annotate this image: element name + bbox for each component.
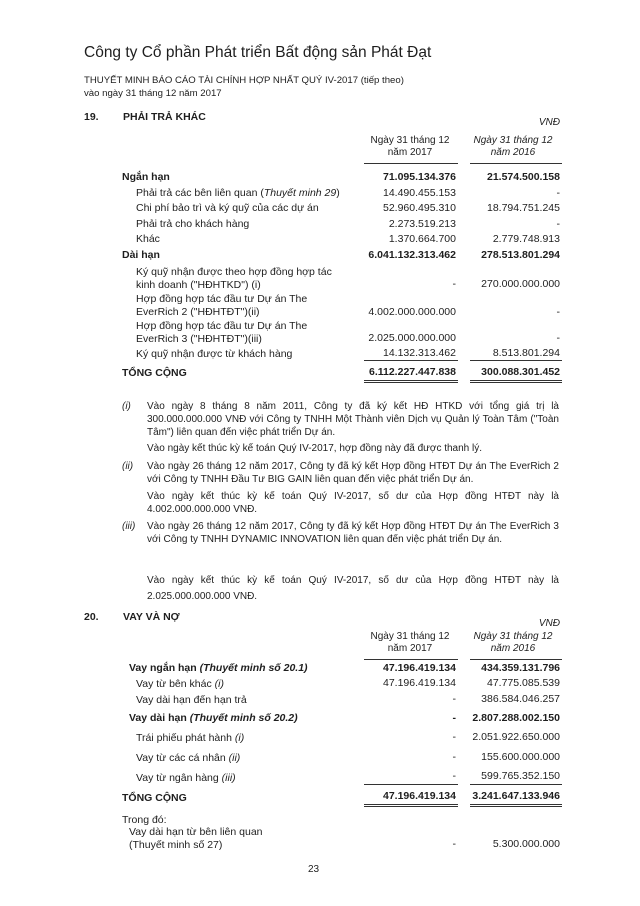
row-value-2016: 2.779.748.913 <box>492 233 560 245</box>
row-value-2016: 2.051.922.650.000 <box>472 731 560 743</box>
row-label: Chi phí bảo trì và ký quỹ của các dự án <box>136 202 319 214</box>
note-text: Vào ngày 26 tháng 12 năm 2017, Công ty đã ký kết Hợp đồng HTĐT Dự án The EverRich 3 với Công ty TNHH DYNAMIC INNOVATION liên quan đến việc phát triển Dự án. <box>147 521 559 545</box>
row-value-2017: - <box>452 770 456 782</box>
header-underline <box>470 659 562 660</box>
row-value-2016: 278.513.801.294 <box>481 249 560 261</box>
row-label: Dài hạn <box>122 249 160 261</box>
row-value-2017: 1.370.664.700 <box>388 233 456 245</box>
row-label: Ký quỹ nhận được từ khách hàng <box>136 348 293 360</box>
note-text: Vào ngày kết thúc kỳ kế toán Quý IV-2017, số dư của Hợp đồng HTĐT này là 2.025.000.000.000 VNĐ. <box>147 575 559 602</box>
row-value-2017: 2.025.000.000.000 <box>368 332 456 344</box>
total-value-2016: 3.241.647.133.946 <box>472 790 560 802</box>
row-value-2017: 6.041.132.313.462 <box>368 249 456 261</box>
row-value-2016: 47.775.085.539 <box>487 677 560 689</box>
total-double-line <box>470 804 562 807</box>
row-value-2017: 71.095.134.376 <box>383 171 456 183</box>
row-value-2016: - <box>556 306 560 318</box>
total-value-2017: 47.196.419.134 <box>383 790 456 802</box>
note-mark: (i) <box>122 401 131 412</box>
row-value-2016: 2.807.288.002.150 <box>472 712 560 724</box>
row-label: Vay dài hạn (Thuyết minh số 20.2) <box>129 712 298 724</box>
company-title: Công ty Cổ phần Phát triển Bất động sản Phát Đạt <box>84 44 432 61</box>
currency-label: VNĐ <box>538 618 560 629</box>
note-text: Vào ngày kết thúc kỳ kế toán Quý IV-2017, số dư của Hợp đồng HTĐT này là 4.002.000.000.000 VNĐ. <box>147 491 559 515</box>
of-which-label: Trong đó: <box>122 814 167 826</box>
column-header-2017: Ngày 31 tháng 12 năm 2017 <box>370 135 450 158</box>
total-label: TỔNG CỘNG <box>122 792 187 804</box>
related-party-label: Vay dài hạn từ bên liên quan (Thuyết minh số 27) <box>129 826 263 851</box>
row-value-2017: - <box>452 693 456 705</box>
note-text: Vào ngày 8 tháng 8 năm 2011, Công ty đã ký kết HĐ HTKD với tổng giá trị là 300.000.000.000 VNĐ với Công ty TNHH Một Thành viên Dịch vụ Quản lý Toàn Tâm ("Toàn Tâm") liên quan đến việc phát triển Dự án. <box>147 401 559 438</box>
page-number: 23 <box>308 864 320 875</box>
total-double-line <box>470 380 562 383</box>
section-20-number: 20. <box>84 611 99 623</box>
row-value-2016: - <box>556 332 560 344</box>
row-value-2017: 14.490.455.153 <box>383 187 456 199</box>
row-label: Vay ngắn hạn (Thuyết minh số 20.1) <box>129 662 308 674</box>
report-date: vào ngày 31 tháng 12 năm 2017 <box>84 88 222 99</box>
related-value-2017: - <box>452 838 456 850</box>
row-value-2017: 2.273.519.213 <box>388 218 456 230</box>
column-header-2016: Ngày 31 tháng 12 năm 2016 <box>473 135 553 158</box>
header-underline <box>364 659 458 660</box>
header-underline <box>364 163 458 164</box>
total-value-2017: 6.112.227.447.838 <box>368 366 456 378</box>
row-label: Ngắn hạn <box>122 171 170 183</box>
column-header-2016: Ngày 31 tháng 12 năm 2016 <box>473 631 553 654</box>
section-20-title: VAY VÀ NỢ <box>123 611 180 623</box>
row-label: Ký quỹ nhận được theo hợp đồng hợp tác kinh doanh ("HĐHTKD") (i) <box>136 266 332 291</box>
row-value-2017: 47.196.419.134 <box>383 677 456 689</box>
row-value-2017: - <box>452 731 456 743</box>
row-value-2016: 155.600.000.000 <box>481 751 560 763</box>
row-label: Phải trả các bên liên quan (Thuyết minh 29) <box>136 187 340 199</box>
row-value-2017: 4.002.000.000.000 <box>368 306 456 318</box>
header-underline <box>470 163 562 164</box>
row-label: Vay từ bên khác (i) <box>136 678 224 690</box>
column-header-2017: Ngày 31 tháng 12 năm 2017 <box>370 631 450 654</box>
row-value-2016: 8.513.801.294 <box>492 347 560 359</box>
currency-label: VNĐ <box>538 117 560 128</box>
total-label: TỔNG CỘNG <box>122 367 187 379</box>
subtotal-line <box>470 784 562 785</box>
row-value-2017: 14.132.313.462 <box>383 347 456 359</box>
row-value-2016: 21.574.500.158 <box>487 171 560 183</box>
section-19-title: PHẢI TRẢ KHÁC <box>123 111 206 123</box>
row-value-2016: - <box>556 187 560 199</box>
row-label: Trái phiếu phát hành (i) <box>136 732 245 744</box>
row-value-2016: - <box>556 218 560 230</box>
section-19-number: 19. <box>84 111 99 123</box>
row-label: Hợp đồng hợp tác đầu tư Dự án The EverRich 2 ("HĐHTĐT")(ii) <box>136 293 308 318</box>
row-value-2017: 47.196.419.134 <box>383 662 456 674</box>
note-text: Vào ngày kết thúc kỳ kế toán Quý IV-2017, hợp đồng này đã được thanh lý. <box>147 443 483 454</box>
row-value-2017: - <box>452 712 456 724</box>
row-value-2016: 434.359.131.796 <box>481 662 560 674</box>
row-value-2016: 270.000.000.000 <box>481 278 560 290</box>
subtotal-line <box>364 360 458 361</box>
row-value-2017: - <box>452 278 456 290</box>
note-mark: (iii) <box>122 521 136 532</box>
note-text: Vào ngày 26 tháng 12 năm 2017, Công ty đã ký kết Hợp đồng HTĐT Dự án The EverRich 2 với Công ty TNHH Đầu Tư BIG GAIN liên quan đến việc phát triển Dự án. <box>147 461 559 485</box>
row-value-2017: - <box>452 751 456 763</box>
row-label: Khác <box>136 233 160 245</box>
row-value-2017: 52.960.495.310 <box>383 202 456 214</box>
report-subtitle: THUYẾT MINH BÁO CÁO TÀI CHÍNH HỢP NHẤT QUÝ IV-2017 (tiếp theo) <box>84 75 404 86</box>
row-value-2016: 386.584.046.257 <box>481 693 560 705</box>
subtotal-line <box>364 784 458 785</box>
total-value-2016: 300.088.301.452 <box>481 366 560 378</box>
row-label: Phải trả cho khách hàng <box>136 218 250 230</box>
row-value-2016: 18.794.751.245 <box>487 202 560 214</box>
row-value-2016: 599.765.352.150 <box>481 770 560 782</box>
related-value-2016: 5.300.000.000 <box>492 838 560 850</box>
row-label: Vay dài hạn đến hạn trả <box>136 694 247 706</box>
total-double-line <box>364 804 458 807</box>
total-double-line <box>364 380 458 383</box>
subtotal-line <box>470 360 562 361</box>
row-label: Hợp đồng hợp tác đầu tư Dự án The EverRich 3 ("HĐHTĐT")(iii) <box>136 320 308 345</box>
note-mark: (ii) <box>122 461 134 472</box>
row-label: Vay từ ngân hàng (iii) <box>136 772 236 784</box>
row-label: Vay từ các cá nhân (ii) <box>136 752 241 764</box>
